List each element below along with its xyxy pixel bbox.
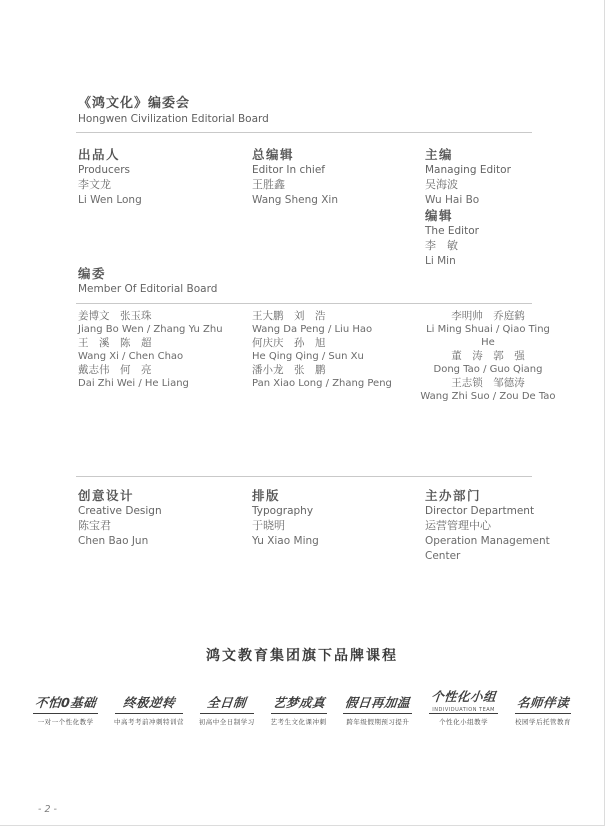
page-title-block: [78, 92, 269, 125]
person-name-english: Chen Bao Jun: [78, 535, 149, 547]
brand-underline: [343, 713, 412, 714]
brand-name: 全日制: [206, 695, 248, 710]
board-names-english: He Qing Qing / Sun Xu: [252, 351, 364, 362]
page-title-english: Hongwen Civilization Editorial Board: [78, 113, 269, 125]
role-title: 主编: [425, 147, 454, 162]
board-names-english: Wang Xi / Chen Chao: [78, 351, 184, 362]
board-heading: 编委: [78, 266, 107, 281]
role-title-english: The Editor: [425, 225, 479, 237]
board-names: 王志锁 邹德涛: [451, 377, 525, 389]
brand-underline: [33, 713, 98, 714]
person-name: 王胜鑫: [252, 178, 285, 191]
brand-underline: [515, 713, 571, 714]
department-name: 运营管理中心: [425, 519, 491, 532]
divider: [76, 476, 532, 477]
brand-name: 假日再加温: [344, 695, 412, 710]
board-names: 李明帅 乔庭鹤: [451, 310, 525, 322]
person-name-english: Li Wen Long: [78, 194, 142, 206]
brand-underline: [271, 713, 327, 714]
person-name-english: Yu Xiao Ming: [252, 535, 319, 547]
brand-underline: [115, 713, 183, 714]
producers-block: [78, 147, 142, 208]
brand-tagline: 中高考考前冲刺特训营: [113, 718, 184, 726]
role-title-english: Creative Design: [78, 505, 162, 517]
brand-tagline: 艺考生文化课冲刺: [270, 718, 327, 726]
divider: [76, 303, 532, 304]
board-names-english: Dai Zhi Wei / He Liang: [78, 378, 189, 389]
role-title: 主办部门: [425, 488, 482, 503]
brand-tagline: 个性化小组教学: [439, 718, 489, 726]
role-title-english: Director Department: [425, 505, 535, 517]
board-names: 戴志伟 何 亮: [78, 364, 152, 376]
brand-logo: [114, 692, 184, 726]
board-names-english: Dong Tao / Guo Qiang: [433, 364, 543, 375]
brand-underline: [429, 713, 498, 714]
brand-underline: [200, 713, 254, 714]
person-name-english: Wu Hai Bo: [425, 194, 480, 206]
managing-editor-block: [425, 147, 511, 269]
brand-tagline: 一对一个性化教学: [37, 718, 94, 726]
role-title-english: Editor In chief: [252, 164, 326, 176]
brand-logo: [514, 692, 572, 726]
role-title: 出品人: [78, 147, 121, 162]
creative-design-block: [78, 488, 162, 549]
board-names: 姜博文 张玉珠: [78, 310, 152, 322]
person-name: 李 敏: [425, 239, 458, 252]
board-names: 潘小龙 张 鹏: [252, 364, 326, 376]
page-title: 《鸿文化》编委会: [78, 96, 191, 111]
role-title: 总编辑: [252, 147, 295, 162]
board-names-english: Wang Zhi Suo / Zou De Tao: [420, 391, 556, 402]
board-column-3: [418, 310, 558, 404]
board-column-2: [252, 310, 417, 391]
board-names: 王 溪 陈 超: [78, 337, 152, 349]
person-name-english: Wang Sheng Xin: [252, 194, 339, 206]
role-title-english: Managing Editor: [425, 164, 511, 176]
brand-name: 不怕0基础: [34, 695, 98, 710]
board-names-english: Li Ming Shuai / Qiao Ting He: [426, 324, 550, 348]
brand-logo: [342, 692, 413, 726]
board-names: 何庆庆 孙 旭: [252, 337, 326, 349]
role-title: 编辑: [425, 208, 454, 223]
brand-logo: [199, 692, 255, 726]
board-names-english: Jiang Bo Wen / Zhang Yu Zhu: [78, 324, 223, 335]
brand-logo: [270, 692, 328, 726]
board-names: 王大鹏 刘 浩: [252, 310, 326, 322]
page-number: - 2 -: [38, 804, 57, 815]
role-title-english: Typography: [252, 505, 314, 517]
person-name: 陈宝君: [78, 519, 111, 532]
person-name: 吴海波: [425, 178, 458, 191]
brand-name: 终极逆转: [122, 695, 176, 710]
editor-in-chief-block: [252, 147, 338, 208]
board-names-english: Wang Da Peng / Liu Hao: [252, 324, 373, 335]
brand-sub-label: INDIVIDUATION TEAM: [432, 707, 495, 713]
brand-name: 名师伴读: [516, 695, 570, 710]
person-name: 李文龙: [78, 178, 111, 191]
divider: [76, 132, 532, 133]
board-heading-block: [78, 266, 217, 296]
board-heading-english: Member Of Editorial Board: [78, 283, 218, 295]
role-title: 排版: [252, 488, 281, 503]
board-column-1: [78, 310, 243, 391]
person-name-english: Li Min: [425, 255, 456, 267]
brand-name: 艺梦成真: [271, 695, 326, 710]
person-name: 于晓明: [252, 519, 285, 532]
department-name-english: Center: [425, 550, 461, 562]
brand-name: 个性化小组: [430, 689, 497, 704]
director-department-block: [425, 488, 550, 564]
role-title: 创意设计: [78, 488, 135, 503]
brand-logo: [32, 692, 99, 726]
brand-logo-strip: [32, 686, 572, 726]
brand-logo: [428, 686, 499, 726]
role-title-english: Producers: [78, 164, 130, 176]
board-names-english: Pan Xiao Long / Zhang Peng: [252, 378, 392, 389]
board-names: 董 涛 郭 强: [451, 350, 525, 362]
typography-block: [252, 488, 319, 549]
brand-tagline: 校园学后托管教育: [514, 718, 571, 726]
brand-tagline: 初高中全日制学习: [198, 718, 255, 726]
department-name-english: Operation Management: [425, 535, 550, 547]
brand-tagline: 跨年级假期预习提升: [346, 718, 410, 726]
brands-heading: 鸿文教育集团旗下品牌课程: [206, 648, 398, 664]
